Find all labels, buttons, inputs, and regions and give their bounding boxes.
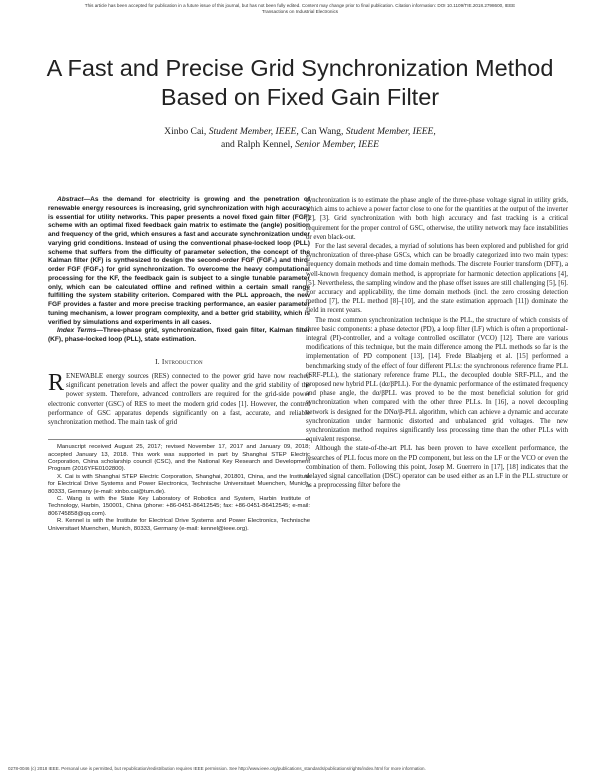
abstract (48, 196, 310, 327)
page-footer: 0278-0046 (c) 2018 IEEE. Personal use is permitted, but republication/redistribution requires IEEE permission. See http://www.ieee.org/publications_standards/publications/rights/index.html for more information. (8, 766, 426, 771)
author-line-2: and Ralph Kennel, Senior Member, IEEE (221, 138, 379, 150)
paper-title: A Fast and Precise Grid Synchronization Method Based on Fixed Gain Filter (46, 55, 554, 110)
intro-paragraph: RENEWABLE energy sources (RES) connected to the power grid have now reached significant penetration levels and affect the power quality and the grid stability of the power system. Therefore, advanced controllers are required for the grid-side power electronic converter (GSC) of RES to meet the modern grid codes [1]. However, the control performance of GSC apparatus depends significantly on a fast, accurate, and reliable synchronization method. The main task of grid (48, 369, 310, 426)
right-column (306, 196, 568, 491)
author-block (40, 126, 560, 151)
abstract-text: —As the demand for electricity is growing and the penetration of renewable energy resources is increasing, grid synchronization with high accuracy is essential for utility networks. This paper presents a novel fixed gain filter (FGF) scheme with an optimal fixed feedback gain matrix to estimate the (angle) position and frequency of the grid, which ensures a fast and accurate synchronization under varying grid conditions. Instead of using the conventional phase-locked loop (PLL) scheme that suffers from the difficulty of parameter selection, the concept of the Kalman filter (KF) is synthesized to design the second-order FGF (FGF₂) and third-order FGF (FGF₃) for grid synchronization. To overcome the heavy computational processing for the KF, the feedback gain is subject to a single tunable parameter only, which can be calculated offline and refined within a certain small range fulfilling the system stability criterion. Compared with the PLL approach, the new FGF provides a faster and more precise tracking performance, an easier parameter tuning mechanism, a lower program complexity, and a better grid stability, which is verified by simulations and experiments in all cases. (48, 196, 310, 326)
body-paragraph: Although the state-of-the-art PLL has been proven to have excellent performance, the researches of PLL focus more on the PD component, but less on the LF or the VCO or even the combination of them. Following this point, Josep M. Guerrero in [17], [18] indicates that the delayed signal cancellation (DSC) operator can be used either as an LF in the PLL structure or as a preprocessing filter before the (306, 445, 568, 490)
body-paragraph: The most common synchronization technique is the PLL, the structure of which consists of three basic components: a phase detector (PD), a loop filter (LF) which is often a proportional-integral (PI)-controller, and a voltage controlled oscillator (VCO) [12]. There are various modifications of this technique, but the main difference among the PLL methods so far is the implementation of PD component [13], [14]. Frede Blaabjerg et al. [15] performed a benchmarking study of the effect of four different PLLs: the synchronous reference frame PLL (SRF-PLL), the stationary reference frame PLL, the decoupled double SRF-PLL, and the proposed new hybrid PLL (dα/βPLL). For the dynamic performance of the estimated frequency and phase angle, the dα/βPLL was proved to be the most beneficial solution for grid synchronization when compared with the other three PLLs. In [16], a novel decoupling network is designed for the DNα/β-PLL algorithm, which can achieve a dynamic and accurate synchronization under harmonic distorted and unbalanced grid voltages. The new synchronization method requires significantly less processing time than the other PLLs with equivalent response. (306, 316, 568, 444)
footnote-author-kennel: R. Kennel is with the Institute for Electrical Drive Systems and Power Electronics, Technische Universitaet Muenchen, Munich, 80333, Germany (e-mail: kennel@ieee.org). (48, 518, 310, 532)
author-line-1: Xinbo Cai, Student Member, IEEE, Can Wang, Student Member, IEEE, (164, 126, 436, 137)
body-paragraph: For the last several decades, a myriad of solutions has been explored and published for grid synchronization of three-phase GSCs, which can be broadly categorized into two main types: frequency domain methods and time domain methods. The discrete Fourier transform (DFT), a well-known frequency domain method, is appropriate for harmonic detection applications [4], [5]. Nevertheless, the sampling window and the phase offset issues are still challenging [5], [6]. For accuracy and applicability, the time domain methods (incl. the zero crossing detection method [7], the PLL method [8]–[10], and the state estimation approach [11]) dominate the field in recent years. (306, 243, 568, 315)
abstract-label: Abstract (57, 196, 84, 203)
index-terms (48, 327, 310, 345)
drop-cap: R (48, 369, 65, 396)
header-notice: This article has been accepted for publication in a future issue of this journal, but has not been fully edited. Content may change prior to final publication. Citation information: DOI 10.1109/TIE.2018.2798600, IEEE (84, 3, 516, 8)
footnote-author-wang: C. Wang is with the State Key Laboratory of Robotics and System, Harbin Institute of Technology, Harbin, 150001, China (phone: +86-0451-86412545; fax: +86-0451-86412545; e-mail: 806745858@qq.com). (48, 496, 310, 517)
index-terms-label: Index Terms (57, 327, 97, 335)
footnote-rule (48, 439, 310, 440)
header-journal: Transactions on Industrial Electronics (261, 9, 339, 14)
section-heading-introduction: I. Introduction (155, 356, 203, 366)
index-terms-text: —Three-phase grid, synchronization, fixed gain filter, Kalman filter (KF), phase-locked loop (PLL), state estimation. (48, 327, 311, 343)
page-header (8, 3, 592, 15)
footnote-manuscript: Manuscript received August 25, 2017; revised November 17, 2017 and January 09, 2018; accepted January 13, 2018. This work was supported in part by Shanghai STEP Electric Corporation, China scholarship council (CSC), and the National Key Research and Development Program (2016YFE0102800). (48, 444, 310, 473)
left-column (48, 196, 310, 533)
footnote-author-cai: X. Cai is with Shanghai STEP Electric Corporation, Shanghai, 201801, China, and the Institute for Electrical Drive Systems and Power Electronics, Technische Universitaet Muenchen, Munich, 80333, Germany (e-mail: xinbo.cai@tum.de). (48, 473, 310, 495)
body-paragraph: synchronization is to estimate the phase angle of the three-phase voltage signal in utility grids, which aims to achieve a power factor close to one for the quantities at the output of the inverter [2], [3]. Grid synchronization with both high accuracy and fast tracking is a critical requirement for the proper control of GSC, otherwise, the utility network may face instabilities or even black-out. (306, 197, 568, 241)
